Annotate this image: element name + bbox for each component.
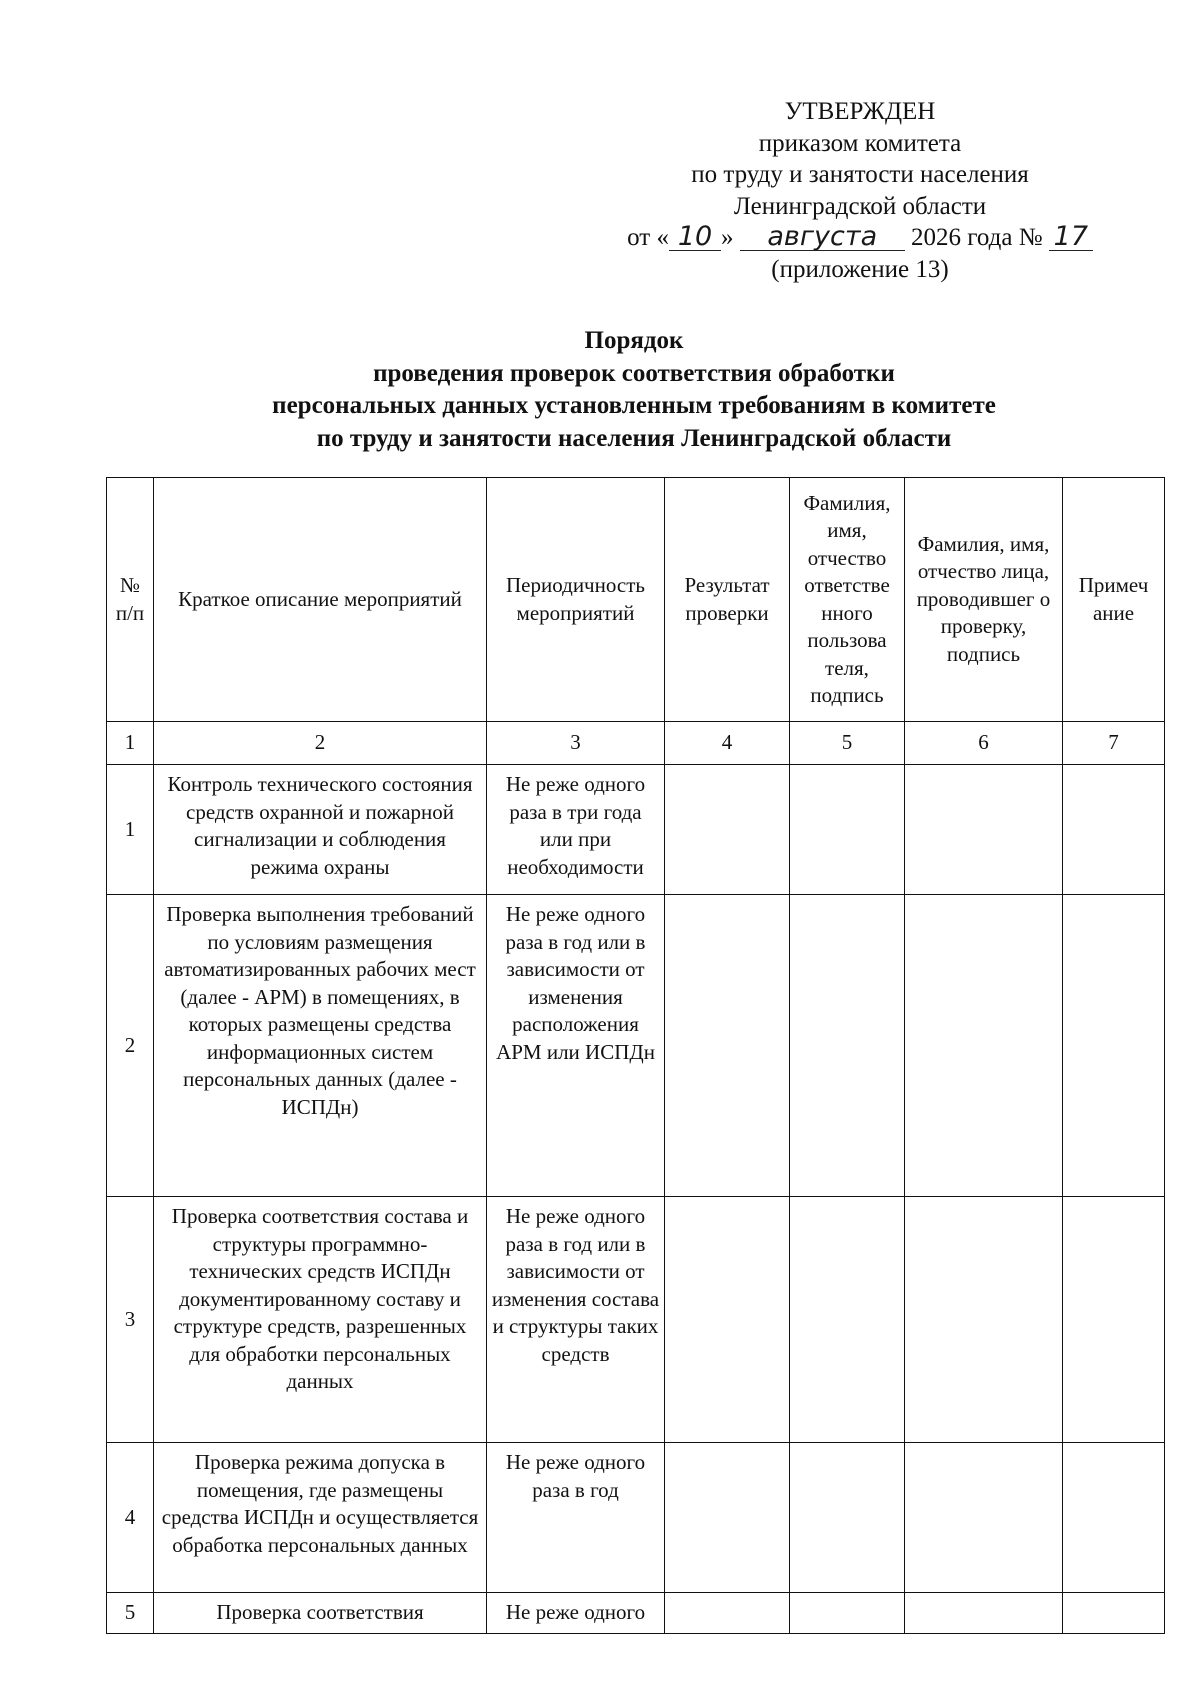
- header-note: Примеч ание: [1063, 478, 1165, 722]
- row-number: 3: [107, 1197, 154, 1443]
- row-responsible-cell: [790, 765, 905, 895]
- approval-date-line: [600, 222, 1120, 254]
- table-row: [107, 1593, 1165, 1634]
- table-header-row: [107, 478, 1165, 722]
- row-responsible-cell: [790, 895, 905, 1197]
- row-number: 1: [107, 765, 154, 895]
- row-note-cell: [1063, 1197, 1165, 1443]
- row-result-cell: [665, 1197, 790, 1443]
- row-note-cell: [1063, 1593, 1165, 1634]
- row-number: 4: [107, 1443, 154, 1593]
- row-inspector-cell: [905, 1197, 1063, 1443]
- row-periodicity: Не реже одного раза в год или в зависимости от изменения состава и структуры таких средств: [487, 1197, 665, 1443]
- row-description: Проверка соответствия: [154, 1593, 487, 1634]
- title-line-2: проведения проверок соответствия обработки: [373, 359, 895, 387]
- column-number: 2: [154, 722, 487, 765]
- approval-heading: УТВЕРЖДЕН: [784, 98, 936, 125]
- handwritten-day: 10: [669, 224, 721, 251]
- column-number: 6: [905, 722, 1063, 765]
- table-row: [107, 1443, 1165, 1593]
- column-number: 7: [1063, 722, 1165, 765]
- row-result-cell: [665, 895, 790, 1197]
- row-result-cell: [665, 1443, 790, 1593]
- column-number: 3: [487, 722, 665, 765]
- row-periodicity: Не реже одного: [487, 1593, 665, 1634]
- title-line-1: Порядок: [584, 327, 684, 354]
- document-title: [100, 325, 1168, 455]
- row-number: 2: [107, 895, 154, 1197]
- date-year-text: 2026 года №: [911, 224, 1043, 251]
- row-note-cell: [1063, 765, 1165, 895]
- row-inspector-cell: [905, 895, 1063, 1197]
- row-description: Проверка режима допуска в помещения, где размещены средства ИСПДн и осуществляется обработка персональных данных: [154, 1443, 487, 1593]
- row-responsible-cell: [790, 1593, 905, 1634]
- row-responsible-cell: [790, 1197, 905, 1443]
- handwritten-month: августа: [740, 224, 905, 251]
- row-responsible-cell: [790, 1443, 905, 1593]
- row-description: Проверка выполнения требований по условиям размещения автоматизированных рабочих мест (далее - АРМ) в помещениях, в которых размещены средства информационных систем персональных данных (далее - ИСПДн): [154, 895, 487, 1197]
- row-result-cell: [665, 1593, 790, 1634]
- row-description: Контроль технического состояния средств охранной и пожарной сигнализации и соблюдения режима охраны: [154, 765, 487, 895]
- column-number: 1: [107, 722, 154, 765]
- column-number: 4: [665, 722, 790, 765]
- table-row: [107, 895, 1165, 1197]
- row-description: Проверка соответствия состава и структуры программно-технических средств ИСПДн документированному составу и структуре средств, разрешенных для обработки персональных данных: [154, 1197, 487, 1443]
- row-inspector-cell: [905, 1593, 1063, 1634]
- title-line-4: по труду и занятости населения Ленинградской области: [316, 424, 952, 452]
- approval-order-line: приказом комитета: [758, 129, 962, 157]
- title-line-3: персональных данных установленным требованиям в комитете: [272, 392, 996, 419]
- header-responsible-user: Фамилия, имя, отчество ответстве нного пользова теля, подпись: [790, 478, 905, 722]
- approval-block: [600, 96, 1120, 285]
- header-periodicity: Периодичность мероприятий: [487, 478, 665, 722]
- approval-appendix: (приложение 13): [771, 255, 949, 283]
- column-number: 5: [790, 722, 905, 765]
- row-inspector-cell: [905, 765, 1063, 895]
- row-note-cell: [1063, 1443, 1165, 1593]
- row-inspector-cell: [905, 1443, 1063, 1593]
- row-periodicity: Не реже одного раза в год: [487, 1443, 665, 1593]
- row-result-cell: [665, 765, 790, 895]
- checks-table: [106, 477, 1165, 1634]
- date-prefix: от «: [627, 224, 669, 251]
- table-row: [107, 1197, 1165, 1443]
- row-note-cell: [1063, 895, 1165, 1197]
- header-result: Результат проверки: [665, 478, 790, 722]
- table-row: [107, 765, 1165, 895]
- row-periodicity: Не реже одного раза в три года или при необходимости: [487, 765, 665, 895]
- row-periodicity: Не реже одного раза в год или в зависимости от изменения расположения АРМ или ИСПДн: [487, 895, 665, 1197]
- handwritten-order-number: 17: [1049, 224, 1093, 251]
- header-description: Краткое описание мероприятий: [154, 478, 487, 722]
- header-number: № п/п: [107, 478, 154, 722]
- approval-committee-line: по труду и занятости населения: [691, 161, 1029, 188]
- row-number: 5: [107, 1593, 154, 1634]
- column-number-row: [107, 722, 1165, 765]
- date-quote-close: »: [721, 224, 734, 251]
- header-inspector: Фамилия, имя, отчество лица, проводившег о проверку, подпись: [905, 478, 1063, 722]
- approval-region-line: Ленинградской области: [733, 192, 987, 220]
